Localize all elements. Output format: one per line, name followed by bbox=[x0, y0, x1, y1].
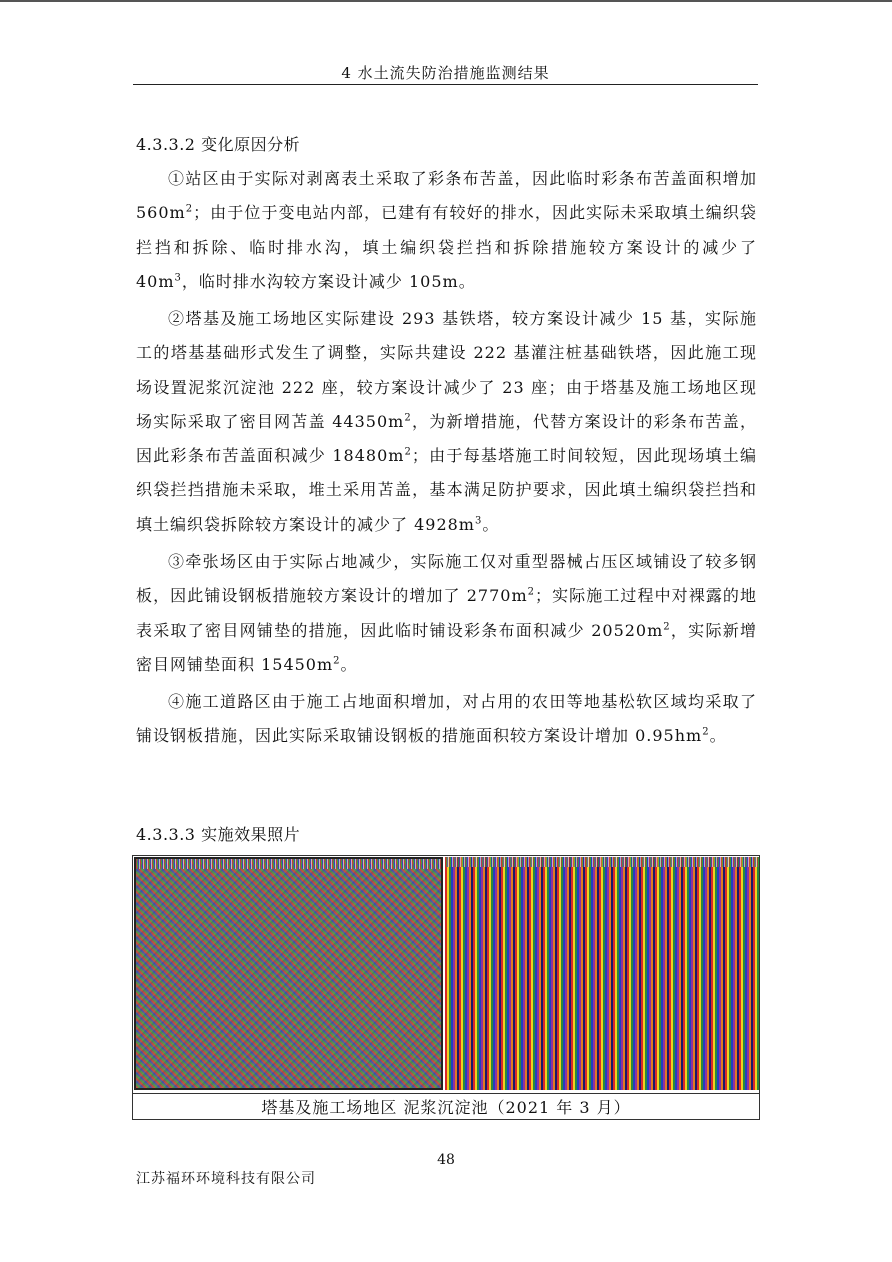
photo-mud-pit-left bbox=[134, 857, 443, 1090]
paragraph-tension-field: ③牵张场区由于实际占地减少，实际施工仅对重型器械占压区域铺设了较多钢板，因此铺设钢板措施较方案设计的增加了 $2770m^2$；实际施工过程中对裸露的地表采取了密目网铺垫的措施，因此临时铺设彩条布面积减少 $20520m^2$，实际新增密目网铺垫面积 $15450m^2$。 bbox=[136, 552, 757, 674]
paragraph-tower-construction: ②塔基及施工场地区实际建设 293 基铁塔，较方案设计减少 15 基，实际施工的塔基基础形式发生了调整，实际共建设 222 基灌注桩基础铁塔，因此施工现场设置泥浆沉淀池 222 座，较方案设计减少了 23 座；由于塔基及施工场地区现场实际采取了密目网苫盖 $44350m^2$，为新增措施，代替方案设计的彩条布苦盖，因此彩条布苦盖面积减少 $18480m^2$；由于每基塔施工时间较短，因此现场填土编织袋拦挡措施未采取，堆土采用苫盖，基本满足防护要求，因此填土编织袋拦挡和填土编织袋拆除较方案设计的减少了 $4928m^3$。 bbox=[136, 309, 757, 534]
photo-caption: 塔基及施工场地区 泥浆沉淀池（2021 年 3 月） bbox=[133, 1093, 759, 1120]
footer-company: 江苏福环环境科技有限公司 bbox=[136, 1171, 316, 1187]
header-divider bbox=[133, 84, 758, 85]
page-number: 48 bbox=[437, 1152, 455, 1168]
photo-mud-pit-right bbox=[445, 857, 759, 1090]
section-heading-4-3-3-2: 4.3.3.2 变化原因分析 bbox=[136, 135, 301, 154]
photo-table bbox=[132, 855, 760, 1120]
top-border bbox=[0, 0, 892, 2]
running-header: 4 水土流失防治措施监测结果 bbox=[341, 64, 550, 82]
section-heading-4-3-3-3: 4.3.3.3 实施效果照片 bbox=[136, 825, 301, 844]
paragraph-construction-road: ④施工道路区由于施工占地面积增加，对占用的农田等地基松软区域均采取了铺设钢板措施，因此实际采取铺设钢板的措施面积较方案设计增加 $0.95hm^2$。 bbox=[136, 692, 757, 746]
paragraph-substation: ①站区由于实际对剥离表土采取了彩条布苦盖，因此临时彩条布苦盖面积增加 $560m^2$；由于位于变电站内部，已建有有较好的排水，因此实际未采取填土编织袋拦挡和拆除、临时排水沟，填土编织袋拦挡和拆除措施较方案设计的减少了 $40m^3$，临时排水沟较方案设计减少 105m。 bbox=[136, 169, 757, 291]
